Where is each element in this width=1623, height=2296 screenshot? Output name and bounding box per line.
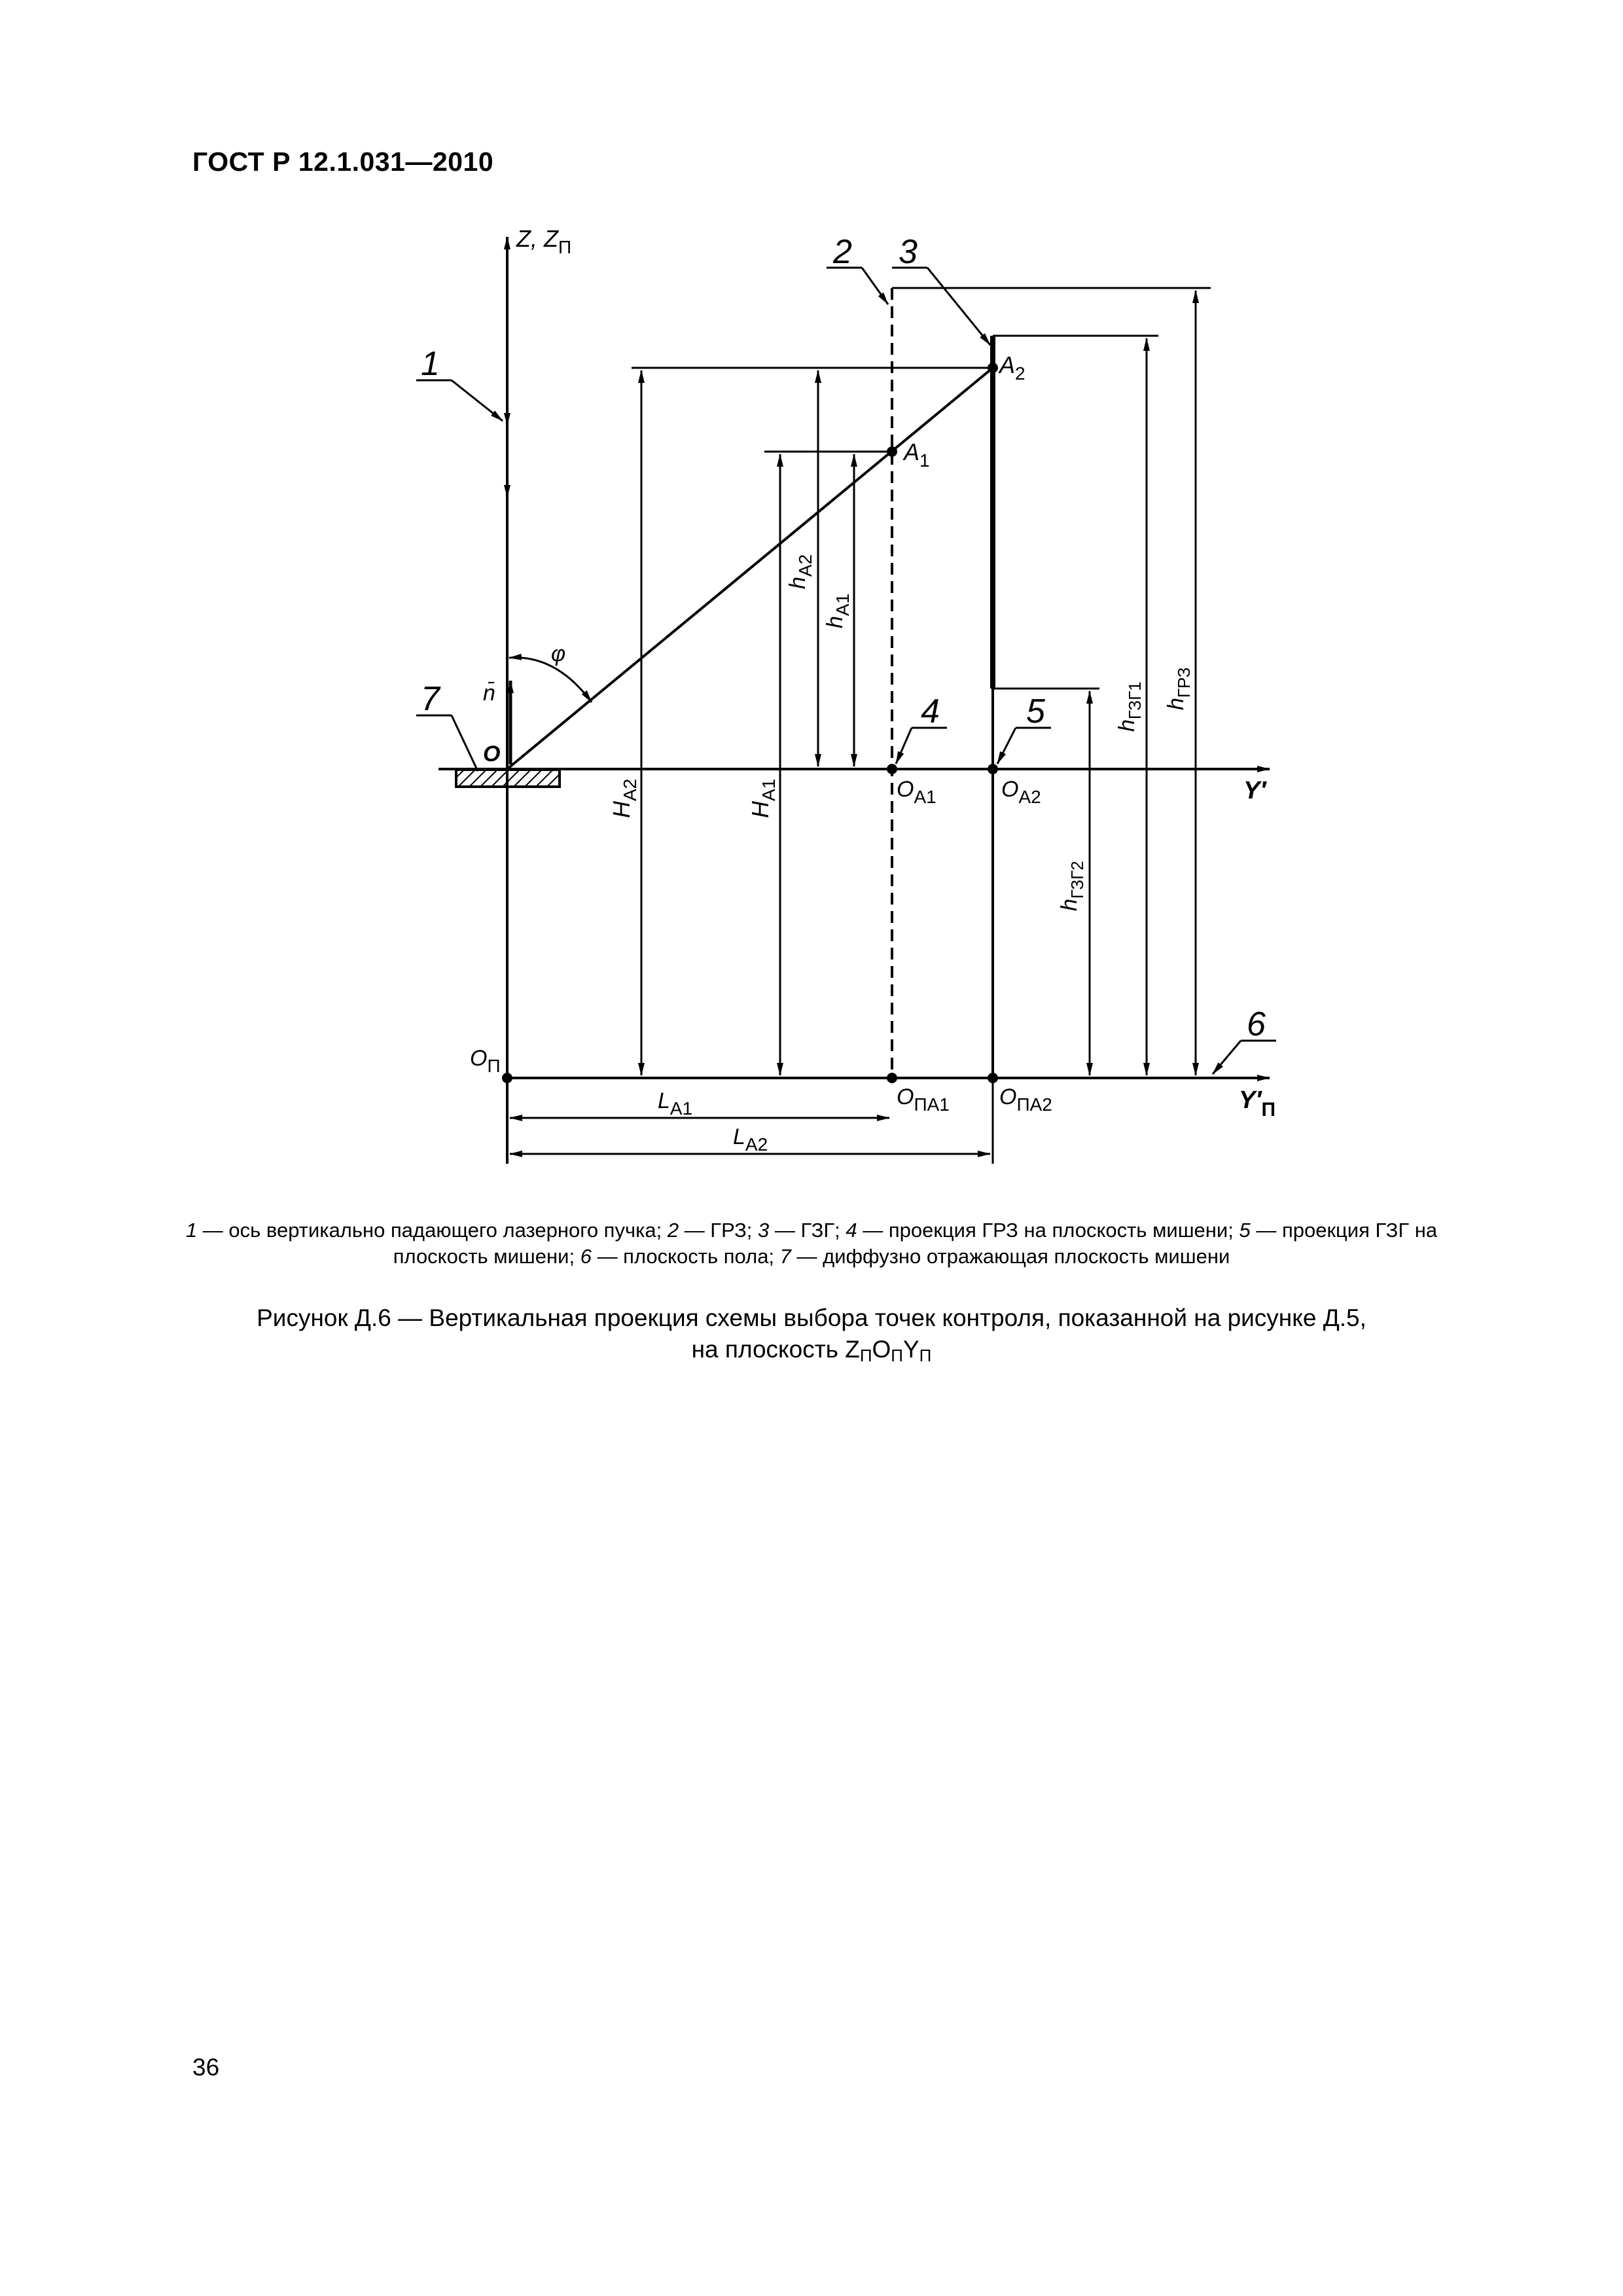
y-axis-label: Y′ xyxy=(1243,777,1266,804)
label-hA1: $h_{A1}$ xyxy=(823,593,853,628)
label-OA1: $O_{A1}$ xyxy=(897,777,936,807)
label-OPA1: $O_{ПА1}$ xyxy=(897,1085,950,1115)
label-OPA2: $O_{ПА2}$ xyxy=(999,1085,1052,1115)
label-LA2: $L_{A2}$ xyxy=(733,1124,768,1155)
label-HA1: $H_{A1}$ xyxy=(747,778,779,818)
point-A2 xyxy=(988,363,998,373)
label-phi: φ xyxy=(551,641,566,666)
callout-2: 2 xyxy=(833,233,852,271)
point-A1 xyxy=(887,446,897,457)
callout-5-leader xyxy=(997,728,1016,764)
floor-axis-label: $Y'_П$ xyxy=(1239,1086,1276,1121)
label-hGZG2: $h_{ГЗГ2}$ xyxy=(1057,861,1087,911)
caption-line-2: на плоскость $Z_ПO_ПY_П$ xyxy=(691,1336,932,1365)
callout-3-leader xyxy=(927,268,990,345)
callout-2-leader xyxy=(862,268,888,304)
reflected-ray xyxy=(507,368,993,769)
label-hGZG1: $h_{ГЗГ1}$ xyxy=(1115,681,1145,732)
phi-angle-arc xyxy=(509,658,592,702)
label-HA2: $H_{A2}$ xyxy=(608,778,640,818)
callout-4-leader xyxy=(896,728,912,764)
callout-7: 7 xyxy=(421,680,440,718)
callout-6-leader xyxy=(1213,1041,1241,1074)
callout-3: 3 xyxy=(899,233,918,271)
figure-caption xyxy=(170,1302,1453,1365)
label-hA2: $h_{A2}$ xyxy=(785,554,815,589)
page-number: 36 xyxy=(192,2054,220,2081)
standard-header: ГОСТ Р 12.1.031—2010 xyxy=(192,147,494,177)
label-n: n̄ xyxy=(483,681,495,706)
point-OA1 xyxy=(887,764,897,774)
label-LA1: $L_{A1}$ xyxy=(658,1088,693,1119)
label-A1: $A_1$ xyxy=(904,439,930,471)
point-OPA2 xyxy=(988,1073,998,1083)
point-OA2 xyxy=(988,764,998,774)
point-OP xyxy=(502,1073,512,1083)
figure-legend: 1 — ось вертикально падающего лазерного пучка; 2 — ГРЗ; 3 — ГЗГ; 4 — проекция ГРЗ на плоскость мишени; 5 — проекция ГЗГ на плоскость мишени; 6 — плоскость пола; 7 — диффузно отражающая плоскость мишени xyxy=(185,1219,1438,1268)
label-OA2: $O_{A2}$ xyxy=(1001,777,1041,807)
target-plate xyxy=(456,770,560,787)
callout-7-leader xyxy=(452,715,478,771)
point-OPA1 xyxy=(887,1073,897,1083)
label-OP: $O_П$ xyxy=(470,1046,501,1076)
caption-line-1: Рисунок Д.6 — Вертикальная проекция схемы выбора точек контроля, показанной на рисунке Д.5, xyxy=(257,1304,1366,1331)
z-axis-label: Z, $Z_П$ xyxy=(516,225,572,257)
callout-5: 5 xyxy=(1026,692,1045,730)
callout-1-leader xyxy=(452,380,503,421)
callout-6: 6 xyxy=(1247,1005,1266,1043)
label-O: O xyxy=(483,742,501,766)
label-hGRZ: $h_{ГРЗ}$ xyxy=(1164,667,1194,710)
callout-4: 4 xyxy=(921,692,940,730)
label-A2: $A_2$ xyxy=(999,351,1026,384)
callout-1: 1 xyxy=(421,345,440,383)
